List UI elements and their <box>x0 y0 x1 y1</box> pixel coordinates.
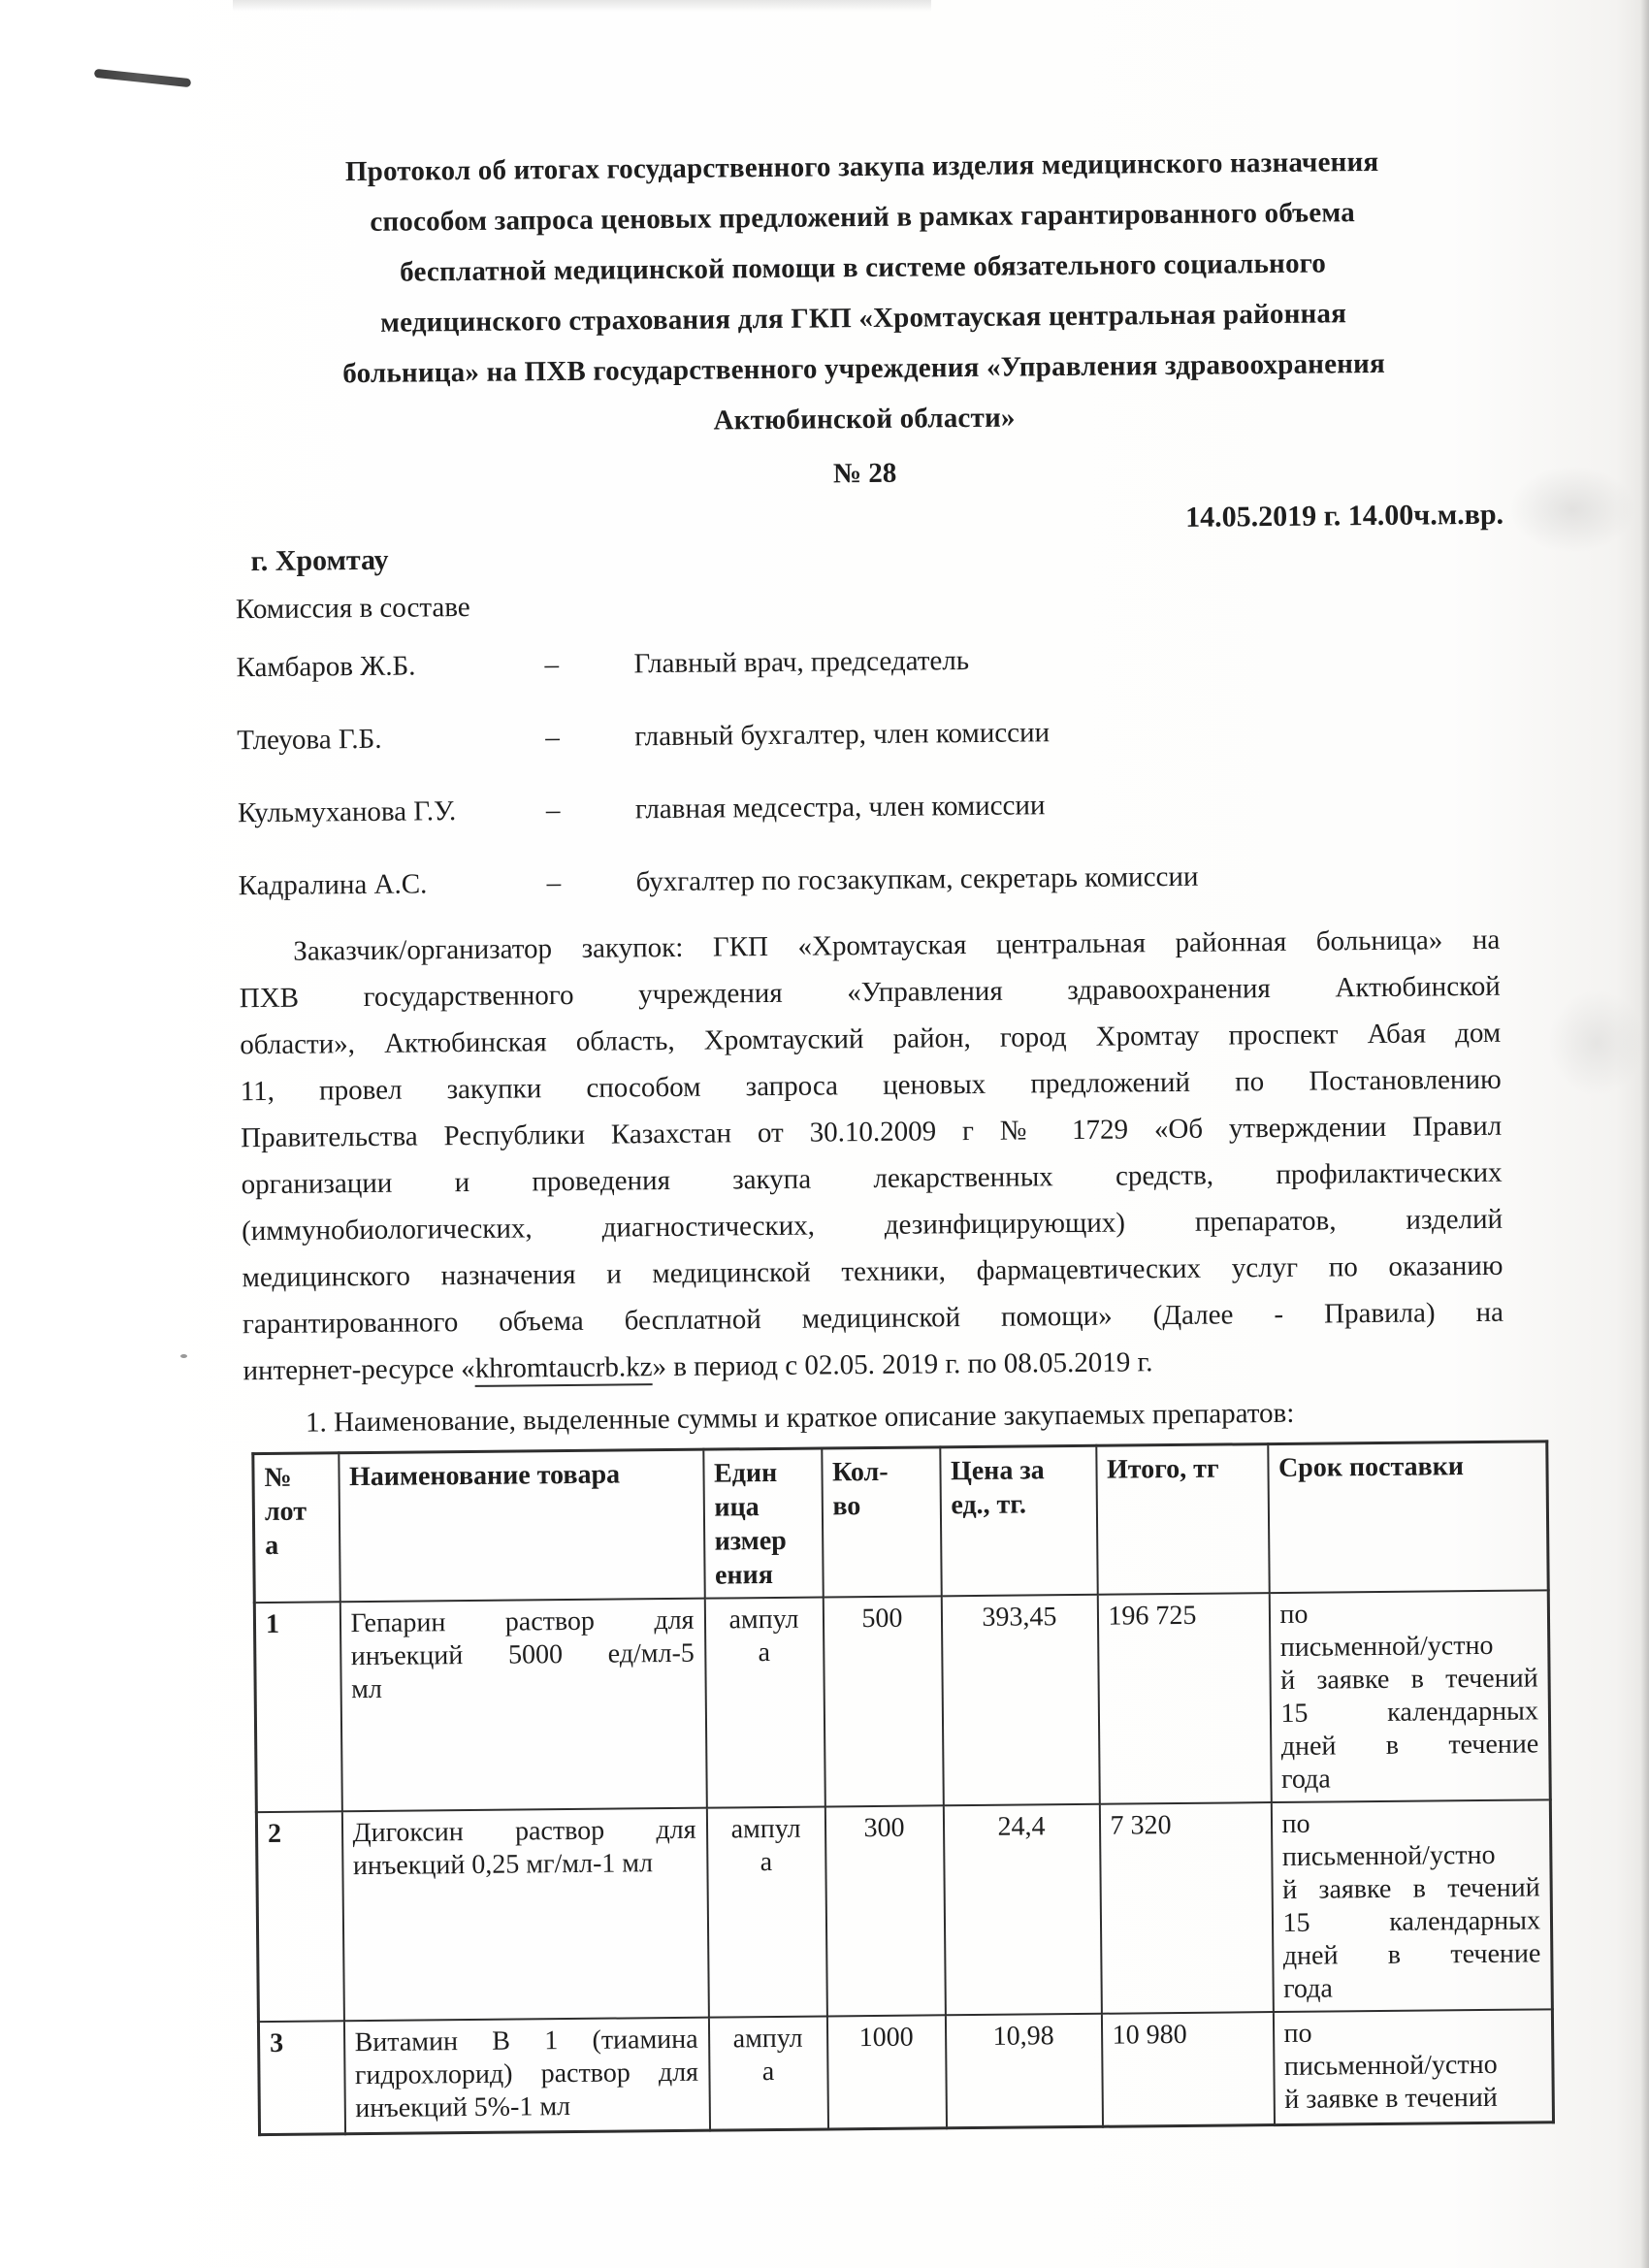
member-dash: – <box>545 794 561 826</box>
header-quantity: Кол- во <box>822 1447 941 1598</box>
cell-delivery-terms: по письменной/устно й заявке в течений 15 календарных дней в течение года <box>1271 1799 1552 2012</box>
cell-product-name: Дигоксин раствор для инъекций 0,25 мг/мл-1 мл <box>341 1808 708 2022</box>
header-lot-number: № лот а <box>253 1453 340 1603</box>
document-content <box>230 0 1541 2136</box>
internet-resource-link: khromtaucrb.kz <box>475 1351 653 1387</box>
cell-product-name: Витамин В 1 (тиамина гидрохлорид) раствор для инъекций 5%-1 мл <box>343 2018 709 2134</box>
member-role: главная медсестра, член комиссии <box>634 790 1046 826</box>
cell-quantity: 300 <box>824 1805 945 2016</box>
cell-delivery-terms: по письменной/устно й заявке в течений <box>1273 2009 1553 2124</box>
final-line-text: » в период с 02.05. 2019 г. по 08.05.2019 г. <box>652 1346 1153 1383</box>
scan-smudge-right <box>1548 989 1645 1096</box>
commission-list <box>236 640 1499 901</box>
member-role: бухгалтер по госзакупкам, секретарь комиссии <box>635 860 1199 898</box>
member-dash: – <box>546 867 562 899</box>
member-role: главный бухгалтер, член комиссии <box>634 717 1051 753</box>
procurement-paragraph: Заказчик/организатор закупок: ГКП «Хромтауская центральная районная больница» на ПХВ государственного учреждения «Управления здравоохранения Актюбинской области», Актюбинская область, Хромтауский район, город Хромтау проспект Абая дом 11, провел закупки способом запроса ценовых предложений по Постановлению Правительства Республики Казахстан от 30.10.2009 г № 1729 «Об утверждении Правил организации и проведения закупа лекарственных средств, профилактических (иммунобиологических, диагностических, дезинфицирующих) препаратов, изделий медицинского назначения и медицинской техники, фармацевтических услуг по оказанию гарантированного объема бесплатной медицинской помощи» (Далее - Правила) на <box>239 923 1504 1341</box>
cell-unit-price: 10,98 <box>945 2014 1102 2128</box>
cell-quantity: 500 <box>823 1596 943 1806</box>
commission-member-row <box>238 786 1499 828</box>
commission-member-row <box>237 713 1498 756</box>
commission-member-row <box>236 640 1497 683</box>
cell-lot-number: 1 <box>254 1602 341 1812</box>
cell-lot-number: 3 <box>258 2021 344 2134</box>
member-name: Кадралина А.С. <box>238 868 428 902</box>
scan-edge-shadow <box>1640 0 1649 2268</box>
member-name: Камбаров Ж.Б. <box>236 650 416 684</box>
table-header-row <box>253 1442 1548 1603</box>
cell-unit: ампул а <box>708 2016 827 2130</box>
cell-unit-price: 393,45 <box>941 1595 1099 1806</box>
member-dash: – <box>545 722 560 754</box>
cell-quantity: 1000 <box>826 2015 946 2129</box>
header-unit: Един ица измер ения <box>703 1448 823 1599</box>
header-delivery: Срок поставки <box>1268 1442 1548 1593</box>
procurement-table <box>251 1440 1555 2136</box>
protocol-city: г. Хромтау <box>250 543 389 578</box>
cell-lot-number: 2 <box>256 1811 343 2022</box>
cell-product-name: Гепарин раствор для инъекций 5000 ед/мл-5 мл <box>340 1599 706 1812</box>
member-role: Главный врач, председатель <box>633 645 970 680</box>
header-total: Итого, тг <box>1096 1444 1269 1595</box>
header-product-name: Наименование товара <box>339 1449 704 1602</box>
table-row-lot-1 <box>254 1590 1550 1812</box>
cell-total: 7 320 <box>1099 1802 1273 2014</box>
table-row-lot-2 <box>256 1799 1552 2022</box>
member-dash: – <box>544 649 560 681</box>
document-title: Протокол об итогах государственного закупа изделия медицинского назначения способом запроса ценовых предложений в рамках гарантированного объема бесплатной медицинской помощи в системе обязательного социального медицинского страхования для ГКП «Хромтауская центральная районная больница» на ПХВ государственного учреждения «Управления здравоохранения Актюбинской области» <box>342 146 1386 437</box>
member-name: Кульмуханова Г.У. <box>237 795 457 829</box>
commission-member-row <box>239 859 1500 901</box>
member-name: Тлеуова Г.Б. <box>237 723 382 757</box>
cell-total: 10 980 <box>1101 2012 1274 2126</box>
section-heading: 1. Наименование, выделенные суммы и краткое описание закупаемых препаратов: <box>305 1397 1295 1439</box>
header-unit-price: Цена за ед., тг. <box>940 1445 1097 1596</box>
cell-total: 196 725 <box>1097 1593 1271 1804</box>
commission-label: Комиссия в составе <box>235 591 470 626</box>
final-line-text: интернет-ресурсе « <box>242 1352 475 1387</box>
protocol-number: № 28 <box>832 457 897 490</box>
cell-unit: ампул а <box>706 1806 826 2017</box>
cell-unit-price: 24,4 <box>943 1804 1101 2016</box>
scan-smudge-right <box>1509 466 1635 553</box>
scan-dot-artifact <box>180 1354 187 1358</box>
table-row-lot-3 <box>258 2009 1553 2134</box>
pen-mark-artifact <box>94 69 191 87</box>
protocol-datetime: 14.05.2019 г. 14.00ч.м.вр. <box>1184 498 1504 534</box>
protocol-meta <box>235 498 1504 580</box>
cell-delivery-terms: по письменной/устно й заявке в течений 15 календарных дней в течение года <box>1269 1590 1550 1802</box>
cell-unit: ампул а <box>704 1598 824 1808</box>
